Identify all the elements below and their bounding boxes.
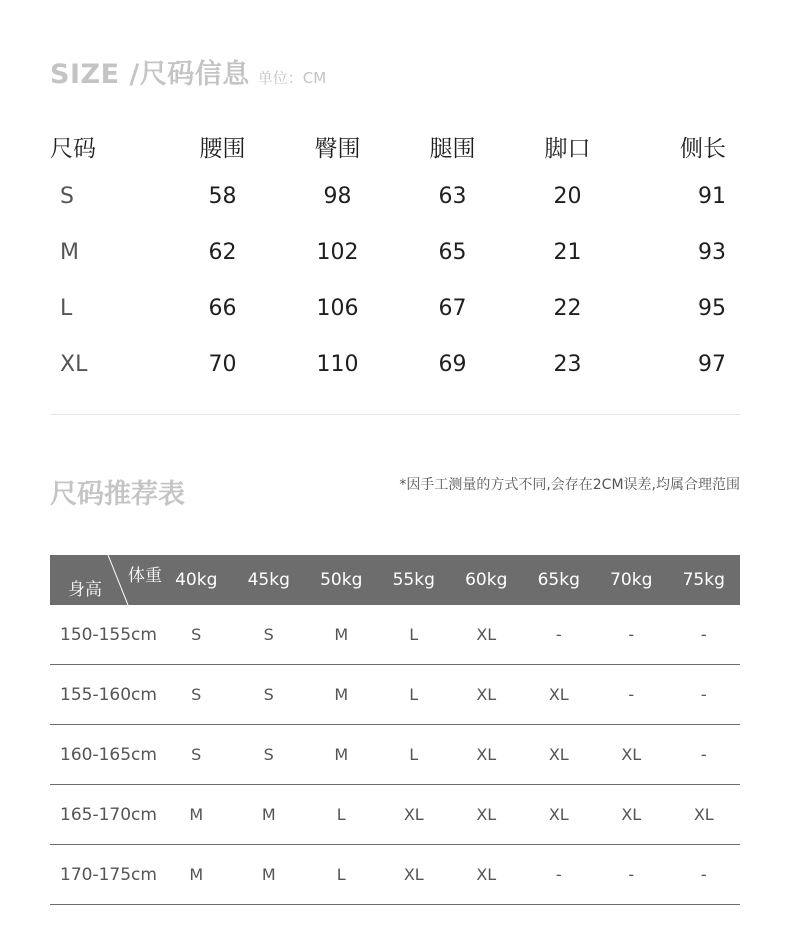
size-cell: XL <box>378 785 451 845</box>
header-hip: 臀围 <box>314 135 361 162</box>
table-cell: 102 <box>316 239 359 265</box>
size-cell: L <box>305 785 378 845</box>
weight-header: 50kg <box>305 555 378 605</box>
table-row <box>50 336 740 392</box>
table-cell: 93 <box>698 239 726 265</box>
table-row <box>50 665 740 725</box>
size-cell: M <box>305 605 378 665</box>
height-label: 身高 <box>68 580 102 600</box>
size-cell: M <box>160 845 233 905</box>
weight-header: 60kg <box>450 555 523 605</box>
size-cell: XL <box>378 845 451 905</box>
size-cell: L <box>378 725 451 785</box>
size-cell: XL <box>595 785 668 845</box>
size-cell: M <box>233 785 306 845</box>
table-cell: 110 <box>316 351 359 377</box>
table-cell: 106 <box>316 295 359 321</box>
table-cell: 22 <box>553 295 582 321</box>
weight-label: 体重 <box>128 566 162 586</box>
size-cell: XL <box>450 845 523 905</box>
size-cell: L <box>305 845 378 905</box>
table-row <box>50 845 740 905</box>
table-cell: 63 <box>438 183 467 209</box>
header-size: 尺码 <box>50 135 96 162</box>
height-cell: 150-155cm <box>50 605 160 665</box>
section-divider <box>50 414 740 415</box>
table-cell: S <box>60 183 74 209</box>
table-cell: 69 <box>438 351 467 377</box>
size-cell: M <box>160 785 233 845</box>
weight-header: 40kg <box>160 555 233 605</box>
size-cell: - <box>595 605 668 665</box>
size-cell: XL <box>523 725 596 785</box>
table-cell: 67 <box>438 295 467 321</box>
size-cell: XL <box>523 665 596 725</box>
height-cell: 165-170cm <box>50 785 160 845</box>
size-cell: - <box>523 605 596 665</box>
size-cell: M <box>233 845 306 905</box>
table-cell: 98 <box>323 183 352 209</box>
table-cell: 58 <box>208 183 237 209</box>
table-cell: XL <box>60 351 88 377</box>
header-leg-opening: 脚口 <box>544 135 591 162</box>
size-cell: S <box>160 725 233 785</box>
height-cell: 170-175cm <box>50 845 160 905</box>
size-cell: S <box>233 665 306 725</box>
size-cell: XL <box>450 785 523 845</box>
corner-cell <box>50 555 160 605</box>
size-cell: S <box>233 725 306 785</box>
unit-label: 单位：CM <box>257 69 327 87</box>
table-row <box>50 725 740 785</box>
recommend-title: 尺码推荐表 <box>50 479 185 510</box>
weight-header: 45kg <box>233 555 306 605</box>
size-cell: S <box>160 665 233 725</box>
table-cell: 21 <box>553 239 582 265</box>
measurement-note: *因手工测量的方式不同,会存在2CM误差,均属合理范围 <box>399 477 740 493</box>
weight-header: 65kg <box>523 555 596 605</box>
size-info-title <box>50 52 326 91</box>
size-cell: - <box>523 845 596 905</box>
header-waist: 腰围 <box>199 135 246 162</box>
size-cell: S <box>160 605 233 665</box>
size-cell: S <box>233 605 306 665</box>
size-cell: L <box>378 605 451 665</box>
table-cell: 62 <box>208 239 237 265</box>
size-cell: XL <box>668 785 741 845</box>
table-row <box>50 224 740 280</box>
table-cell: M <box>60 239 79 265</box>
size-cell: XL <box>450 665 523 725</box>
size-title-text: SIZE /尺码信息 <box>50 59 250 90</box>
height-cell: 155-160cm <box>50 665 160 725</box>
size-cell: M <box>305 725 378 785</box>
size-cell: XL <box>595 725 668 785</box>
size-cell: - <box>668 665 741 725</box>
weight-header: 55kg <box>378 555 451 605</box>
height-cell: 160-165cm <box>50 725 160 785</box>
size-table-header <box>50 124 740 168</box>
table-cell: 65 <box>438 239 467 265</box>
table-cell: 97 <box>698 351 726 377</box>
table-row <box>50 280 740 336</box>
table-cell: 20 <box>553 183 582 209</box>
size-cell: L <box>378 665 451 725</box>
table-row <box>50 168 740 224</box>
recommend-header <box>50 555 740 605</box>
recommend-table <box>50 555 740 905</box>
table-cell: 70 <box>208 351 237 377</box>
table-cell: 23 <box>553 351 582 377</box>
size-cell: - <box>668 605 741 665</box>
size-cell: XL <box>450 725 523 785</box>
weight-header: 70kg <box>595 555 668 605</box>
table-row <box>50 605 740 665</box>
table-cell: L <box>60 295 73 321</box>
size-cell: M <box>305 665 378 725</box>
size-cell: - <box>595 845 668 905</box>
size-cell: - <box>668 725 741 785</box>
header-thigh: 腿围 <box>429 135 476 162</box>
size-cell: XL <box>523 785 596 845</box>
table-row <box>50 785 740 845</box>
size-table <box>50 124 740 392</box>
size-cell: - <box>668 845 741 905</box>
weight-header: 75kg <box>668 555 741 605</box>
size-cell: XL <box>450 605 523 665</box>
table-cell: 66 <box>208 295 237 321</box>
header-side-length: 侧长 <box>680 135 726 162</box>
table-cell: 91 <box>698 183 726 209</box>
size-cell: - <box>595 665 668 725</box>
table-cell: 95 <box>698 295 726 321</box>
